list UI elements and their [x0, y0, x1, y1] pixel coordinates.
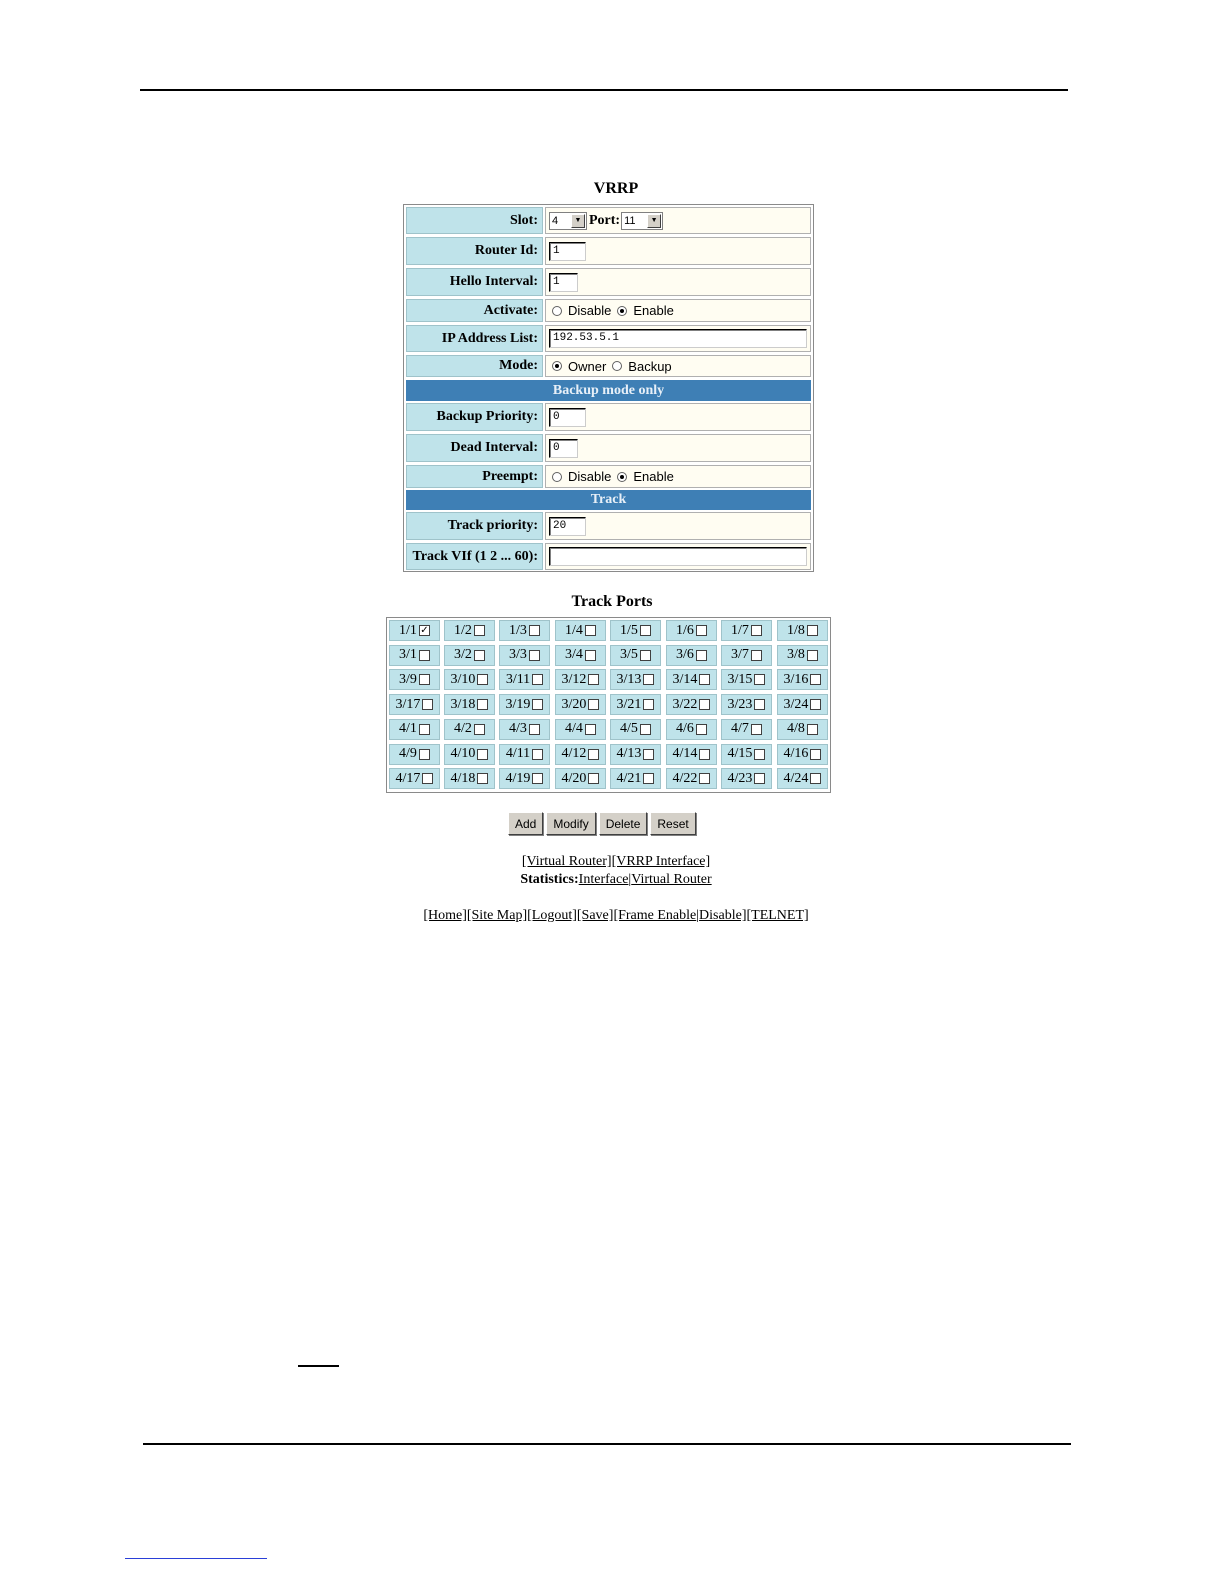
- track-port-label: 3/7: [731, 647, 749, 663]
- port-label: Port:: [589, 212, 621, 228]
- track-port-cell: [444, 645, 495, 666]
- activate-label: Activate:: [406, 299, 543, 322]
- track-port-checkbox[interactable]: [699, 674, 710, 685]
- track-port-label: 3/18: [450, 696, 476, 712]
- track-port-label: 4/13: [616, 746, 642, 761]
- port-select[interactable]: 11 ▼: [621, 212, 663, 230]
- add-button[interactable]: Add: [508, 812, 543, 835]
- track-port-cell: [721, 744, 772, 765]
- track-port-cell: [444, 768, 495, 789]
- preempt-disable-radio[interactable]: [552, 472, 562, 482]
- track-port-label: 4/14: [672, 746, 698, 761]
- track-port-label: 3/19: [505, 696, 531, 712]
- track-port-label: 3/23: [727, 696, 753, 712]
- track-port-label: 3/2: [454, 647, 472, 663]
- track-port-checkbox[interactable]: [696, 650, 707, 661]
- track-port-label: 4/23: [727, 770, 753, 786]
- track-port-label: 3/14: [672, 671, 698, 687]
- delete-button[interactable]: Delete: [599, 812, 648, 835]
- track-port-checkbox[interactable]: [640, 724, 651, 735]
- track-port-cell: [389, 744, 440, 765]
- mode-backup-label: Backup: [628, 358, 672, 374]
- track-port-label: 3/9: [399, 671, 417, 687]
- track-port-checkbox[interactable]: [754, 674, 765, 685]
- mode-label: Mode:: [406, 355, 543, 377]
- track-port-checkbox[interactable]: [643, 699, 654, 710]
- slot-label: Slot:: [406, 207, 543, 234]
- track-port-label: 3/1: [399, 647, 417, 663]
- track-priority-row: [406, 512, 811, 540]
- activate-enable-radio[interactable]: [617, 306, 627, 316]
- track-port-label: 1/8: [787, 622, 805, 638]
- preempt-enable-radio[interactable]: [617, 472, 627, 482]
- track-port-label: 4/7: [731, 721, 749, 737]
- hello-interval-input[interactable]: 1: [549, 273, 578, 292]
- chevron-down-icon: ▼: [571, 214, 585, 228]
- stat-separator: |: [628, 872, 632, 887]
- track-port-checkbox[interactable]: [751, 724, 762, 735]
- track-port-checkbox[interactable]: [810, 749, 821, 760]
- track-port-cell: [499, 645, 550, 666]
- track-port-cell: [555, 719, 606, 740]
- track-priority-label: Track priority:: [406, 512, 543, 540]
- track-port-cell: [444, 620, 495, 641]
- track-port-checkbox[interactable]: [419, 749, 430, 760]
- track-port-checkbox[interactable]: [754, 773, 765, 784]
- track-port-label: 4/10: [450, 746, 476, 761]
- ip-address-row: [406, 325, 811, 352]
- track-port-cell: [610, 719, 661, 740]
- track-port-label: 4/12: [561, 746, 587, 761]
- track-port-checkbox[interactable]: [585, 650, 596, 661]
- track-port-cell: [777, 768, 828, 789]
- stat-virtual-router-link[interactable]: Virtual Router: [631, 872, 712, 887]
- vrrp-title: VRRP: [593, 180, 639, 197]
- track-port-label: 4/6: [676, 721, 694, 737]
- track-port-checkbox[interactable]: [643, 674, 654, 685]
- track-port-cell: [721, 669, 772, 690]
- mode-owner-label: Owner: [568, 358, 607, 374]
- preempt-enable-label: Enable: [633, 469, 674, 484]
- router-id-input[interactable]: 1: [549, 242, 586, 261]
- router-id-label: Router Id:: [406, 237, 543, 265]
- track-port-cell: [555, 669, 606, 690]
- frame-enable-link[interactable]: [Frame Enable: [613, 908, 697, 923]
- track-port-checkbox[interactable]: [696, 625, 707, 636]
- track-port-cell: [499, 694, 550, 715]
- track-port-checkbox[interactable]: [532, 699, 543, 710]
- save-link[interactable]: [Save]: [576, 908, 614, 923]
- track-port-label: 3/4: [565, 647, 583, 663]
- track-port-checkbox[interactable]: [643, 749, 654, 760]
- page-link-rule: [125, 1558, 267, 1559]
- track-port-label: 4/3: [509, 721, 527, 737]
- track-port-label: 1/1: [399, 622, 417, 638]
- track-port-checkbox[interactable]: [807, 625, 818, 636]
- vrrp-links: [4, 854, 1224, 870]
- track-port-checkbox[interactable]: [588, 699, 599, 710]
- track-port-cell: [666, 768, 717, 789]
- track-port-label: 4/9: [399, 746, 417, 761]
- footer-rule: [143, 1443, 1071, 1445]
- track-port-checkbox[interactable]: [477, 749, 488, 760]
- track-port-cell: [777, 694, 828, 715]
- preempt-label: Preempt:: [406, 465, 543, 488]
- track-port-cell: [666, 669, 717, 690]
- track-port-checkbox[interactable]: ✓: [420, 625, 429, 636]
- track-port-checkbox[interactable]: [751, 625, 762, 636]
- track-priority-input[interactable]: 20: [549, 517, 586, 536]
- nav-links: [4, 908, 1224, 924]
- track-port-label: 4/5: [620, 721, 638, 737]
- telnet-link[interactable]: [TELNET]: [746, 908, 809, 923]
- track-port-cell: [777, 645, 828, 666]
- track-port-cell: [666, 719, 717, 740]
- track-port-cell: [499, 719, 550, 740]
- track-port-checkbox[interactable]: [477, 674, 488, 685]
- activate-row: [406, 299, 811, 322]
- track-port-cell: [777, 719, 828, 740]
- site-map-link[interactable]: [Site Map]: [466, 908, 528, 923]
- track-port-checkbox[interactable]: [477, 699, 488, 710]
- track-port-label: 1/6: [676, 622, 694, 638]
- track-port-checkbox[interactable]: [807, 650, 818, 661]
- track-port-label: 3/24: [783, 696, 809, 712]
- track-port-cell: [389, 645, 440, 666]
- track-port-checkbox[interactable]: [419, 724, 430, 735]
- track-port-cell: [721, 719, 772, 740]
- track-port-checkbox[interactable]: [751, 650, 762, 661]
- track-port-label: 4/24: [783, 770, 809, 786]
- track-port-checkbox[interactable]: [588, 749, 599, 760]
- track-port-label: 4/8: [787, 721, 805, 737]
- track-port-checkbox[interactable]: [696, 724, 707, 735]
- statistics-links: [4, 872, 1224, 888]
- hello-interval-row: [406, 268, 811, 296]
- backup-mode-header: Backup mode only: [406, 380, 811, 401]
- track-port-label: 4/17: [395, 770, 421, 786]
- track-port-label: 4/15: [727, 746, 753, 761]
- track-vif-row: [406, 543, 811, 570]
- track-port-checkbox[interactable]: [754, 749, 765, 760]
- track-port-label: 3/20: [561, 696, 587, 712]
- track-port-cell: [389, 669, 440, 690]
- track-port-cell: [721, 620, 772, 641]
- track-port-label: 4/22: [672, 770, 698, 786]
- ip-address-input[interactable]: 192.53.5.1: [549, 329, 807, 348]
- backup-priority-label: Backup Priority:: [406, 403, 543, 431]
- track-port-cell: [499, 744, 550, 765]
- dead-interval-label: Dead Interval:: [406, 434, 543, 462]
- preempt-row: [406, 465, 811, 488]
- activate-disable-label: Disable: [568, 303, 612, 318]
- track-port-cell: [666, 694, 717, 715]
- track-port-checkbox[interactable]: [529, 650, 540, 661]
- track-port-label: 3/22: [672, 696, 698, 712]
- track-port-cell: [389, 719, 440, 740]
- track-port-cell: [721, 768, 772, 789]
- track-port-checkbox[interactable]: [754, 699, 765, 710]
- track-port-label: 1/3: [509, 622, 527, 638]
- track-port-cell: [721, 694, 772, 715]
- track-port-checkbox[interactable]: [474, 650, 485, 661]
- track-port-label: 1/4: [565, 622, 583, 638]
- track-port-checkbox[interactable]: [474, 724, 485, 735]
- track-port-checkbox[interactable]: [422, 699, 433, 710]
- track-port-checkbox[interactable]: [474, 625, 485, 636]
- track-port-cell: [444, 669, 495, 690]
- activate-enable-label: Enable: [633, 303, 674, 318]
- track-port-label: 3/3: [509, 647, 527, 663]
- track-port-checkbox[interactable]: [532, 674, 543, 685]
- statistics-label: Statistics:: [520, 872, 579, 887]
- chevron-down-icon: ▼: [647, 214, 661, 228]
- track-port-cell: [610, 768, 661, 789]
- modify-button[interactable]: Modify: [546, 812, 595, 835]
- preempt-disable-label: Disable: [568, 469, 612, 484]
- track-port-label: 3/12: [561, 671, 587, 687]
- track-port-label: 4/2: [454, 721, 472, 737]
- vrrp-interface-link[interactable]: [VRRP Interface]: [611, 854, 711, 869]
- track-port-checkbox[interactable]: [585, 724, 596, 735]
- track-port-cell: [555, 645, 606, 666]
- track-port-label: 3/17: [395, 696, 421, 712]
- track-port-cell: [610, 694, 661, 715]
- mode-row: [406, 355, 811, 377]
- track-port-cell: [610, 645, 661, 666]
- track-port-cell: [666, 645, 717, 666]
- track-port-checkbox[interactable]: [529, 724, 540, 735]
- track-port-label: 4/11: [505, 746, 531, 761]
- track-vif-label: Track VIf (1 2 ... 60):: [406, 543, 543, 570]
- track-port-label: 1/2: [454, 622, 472, 638]
- logout-link[interactable]: [Logout]: [527, 908, 577, 923]
- track-port-label: 3/13: [616, 671, 642, 687]
- vrrp-form: [403, 204, 814, 572]
- slot-select[interactable]: 4 ▼: [549, 212, 587, 230]
- track-port-cell: [444, 744, 495, 765]
- track-port-cell: [499, 620, 550, 641]
- track-port-cell: [666, 620, 717, 641]
- track-port-cell: [444, 719, 495, 740]
- backup-priority-row: [406, 403, 811, 431]
- track-port-label: 3/15: [727, 671, 753, 687]
- track-port-label: 3/8: [787, 647, 805, 663]
- dead-interval-row: [406, 434, 811, 462]
- track-port-cell: [499, 768, 550, 789]
- track-port-checkbox[interactable]: [699, 699, 710, 710]
- track-port-label: 1/7: [731, 622, 749, 638]
- track-port-checkbox[interactable]: [640, 650, 651, 661]
- track-port-checkbox[interactable]: [810, 773, 821, 784]
- track-port-cell: [389, 620, 440, 641]
- slot-row: [406, 207, 811, 234]
- backup-priority-input[interactable]: 0: [549, 408, 586, 427]
- dead-interval-input[interactable]: 0: [549, 439, 578, 458]
- mode-backup-radio[interactable]: [612, 361, 622, 371]
- track-port-checkbox[interactable]: [699, 749, 710, 760]
- track-port-checkbox[interactable]: [588, 674, 599, 685]
- track-port-label: 3/10: [450, 671, 476, 687]
- track-port-cell: [610, 620, 661, 641]
- track-header: Track: [406, 490, 811, 510]
- hello-interval-label: Hello Interval:: [406, 268, 543, 296]
- track-port-cell: [389, 694, 440, 715]
- footnote-rule: [298, 1365, 339, 1367]
- track-port-cell: [555, 768, 606, 789]
- track-port-checkbox[interactable]: [810, 699, 821, 710]
- track-port-label: 4/19: [505, 770, 531, 786]
- track-port-checkbox[interactable]: [419, 674, 430, 685]
- track-port-cell: [555, 694, 606, 715]
- track-port-cell: [721, 645, 772, 666]
- stat-interface-link[interactable]: Interface: [578, 872, 629, 887]
- track-port-cell: [555, 620, 606, 641]
- track-port-label: 4/16: [783, 746, 809, 761]
- track-port-label: 3/11: [505, 671, 531, 687]
- reset-button[interactable]: Reset: [650, 812, 695, 835]
- track-port-checkbox[interactable]: [640, 625, 651, 636]
- track-port-label: 4/20: [561, 770, 587, 786]
- track-port-checkbox[interactable]: [810, 674, 821, 685]
- frame-separator: |: [696, 908, 700, 923]
- frame-disable-link[interactable]: Disable]: [699, 908, 747, 923]
- track-port-cell: [444, 694, 495, 715]
- track-port-cell: [777, 620, 828, 641]
- track-port-label: 4/21: [616, 770, 642, 786]
- track-port-label: 3/6: [676, 647, 694, 663]
- track-port-label: 1/5: [620, 622, 638, 638]
- track-port-label: 3/5: [620, 647, 638, 663]
- track-port-label: 3/21: [616, 696, 642, 712]
- track-port-cell: [777, 669, 828, 690]
- track-port-cell: [610, 744, 661, 765]
- track-vif-input[interactable]: [549, 547, 807, 566]
- track-port-checkbox[interactable]: [532, 773, 543, 784]
- track-port-checkbox[interactable]: [532, 749, 543, 760]
- track-port-cell: [499, 669, 550, 690]
- track-port-label: 3/16: [783, 671, 809, 687]
- track-port-checkbox[interactable]: [529, 625, 540, 636]
- track-port-checkbox[interactable]: [585, 625, 596, 636]
- track-port-label: 4/1: [399, 721, 417, 737]
- track-port-cell: [666, 744, 717, 765]
- track-port-checkbox[interactable]: [643, 773, 654, 784]
- track-port-cell: [610, 669, 661, 690]
- mode-owner-radio[interactable]: [552, 361, 562, 371]
- track-port-cell: [555, 744, 606, 765]
- track-port-checkbox[interactable]: [419, 650, 430, 661]
- track-port-cell: [777, 744, 828, 765]
- action-buttons: [508, 812, 696, 835]
- virtual-router-link[interactable]: [Virtual Router]: [521, 854, 612, 869]
- track-port-label: 4/4: [565, 721, 583, 737]
- track-port-checkbox[interactable]: [588, 773, 599, 784]
- header-rule: [140, 89, 1068, 91]
- track-port-cell: [389, 768, 440, 789]
- track-port-label: 4/18: [450, 770, 476, 786]
- track-ports-grid: [386, 617, 831, 793]
- home-link[interactable]: [Home]: [423, 908, 467, 923]
- ip-address-label: IP Address List:: [406, 325, 543, 352]
- track-port-checkbox[interactable]: [422, 773, 433, 784]
- track-port-checkbox[interactable]: [807, 724, 818, 735]
- track-ports-title: Track Ports: [571, 593, 653, 610]
- track-port-checkbox[interactable]: [477, 773, 488, 784]
- track-port-checkbox[interactable]: [699, 773, 710, 784]
- router-id-row: [406, 237, 811, 265]
- activate-disable-radio[interactable]: [552, 306, 562, 316]
